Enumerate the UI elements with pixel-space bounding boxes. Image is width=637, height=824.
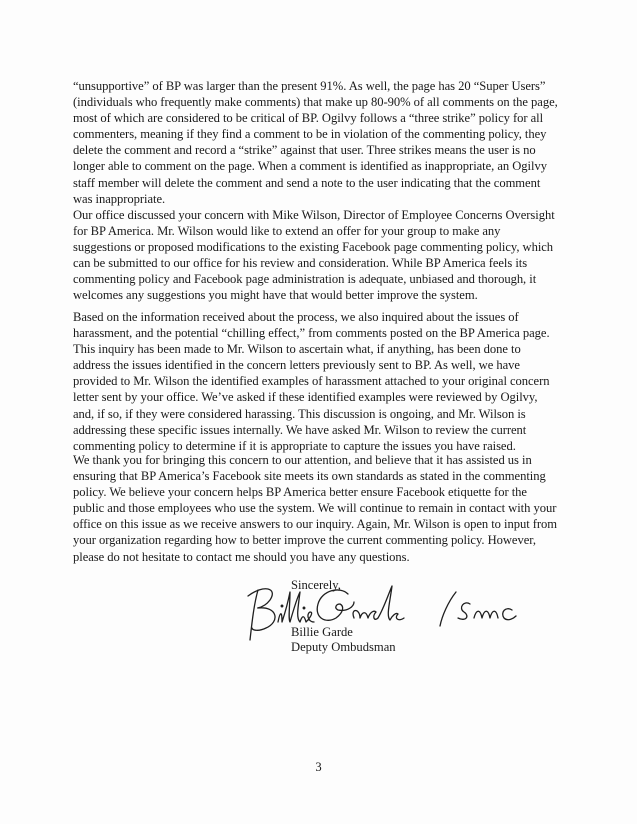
paragraph-harassment-inquiry: Based on the information received about the process, we also inquired about the issues of harassment, and the potential “chilling effect,” from comments posted on the BP America page. This inquiry has been made to Mr. Wilson to ascertain what, if anything, has been done to address the issues identified in the concern letters previously sent to BP. As well, we have provided to Mr. Wilson the identified examples of harassment attached to your original concern letter sent by your office. We’ve asked if these identified examples were reviewed by Ogilvy, and, if so, if they were considered harassing. This discussion is ongoing, and Mr. Wilson is addressing these specific issues internally. We have asked Mr. Wilson to review the current commenting policy to determine if it is appropriate to capture the issues you have raised. <box>73 310 550 453</box>
paragraph-thank-you: We thank you for bringing this concern to our attention, and believe that it has assisted us in ensuring that BP America’s Facebook site meets its own standards as stated in the commenting policy. We believe your concern helps BP America better ensure Facebook etiquette for the public and those employees who use the system. We will continue to remain in contact with your office on this issue as we receive answers to our inquiry. Again, Mr. Wilson is open to input from your organization regarding how to better improve the current commenting policy. However, please do not hesitate to contact me should you have any questions. <box>73 453 558 564</box>
closing-salutation: Sincerely, <box>291 578 341 592</box>
signer-name: Billie Garde <box>291 625 353 639</box>
signer-title: Deputy Ombudsman <box>291 640 396 654</box>
paragraph-ogilvy-policy: “unsupportive” of BP was larger than the present 91%. As well, the page has 20 “Super Users” (individuals who frequently make comments) that make up 80-90% of all comments on the page, most of which are considered to be critical of BP. Ogilvy follows a “three strike” policy for all commenters, meaning if they find a comment to be in violation of the commenting policy, they delete the comment and record a “strike” against that user. Three strikes means the user is no longer able to comment on the page. When a comment is identified as inappropriate, an Ogilvy staff member will delete the comment and send a note to the user indicating that the comment was inappropriate. <box>73 79 558 206</box>
paragraph-office-discussion: Our office discussed your concern with Mike Wilson, Director of Employee Concerns Oversight for BP America. Mr. Wilson would like to extend an offer for your group to make any suggestions or proposed modifications to the existing Facebook page commenting policy, which can be submitted to our office for his review and consideration. While BP America feels its commenting policy and Facebook page administration is adequate, unbiased and thorough, it welcomes any suggestions you might have that would better improve the system. <box>73 208 555 303</box>
page-number: 3 <box>315 760 322 774</box>
